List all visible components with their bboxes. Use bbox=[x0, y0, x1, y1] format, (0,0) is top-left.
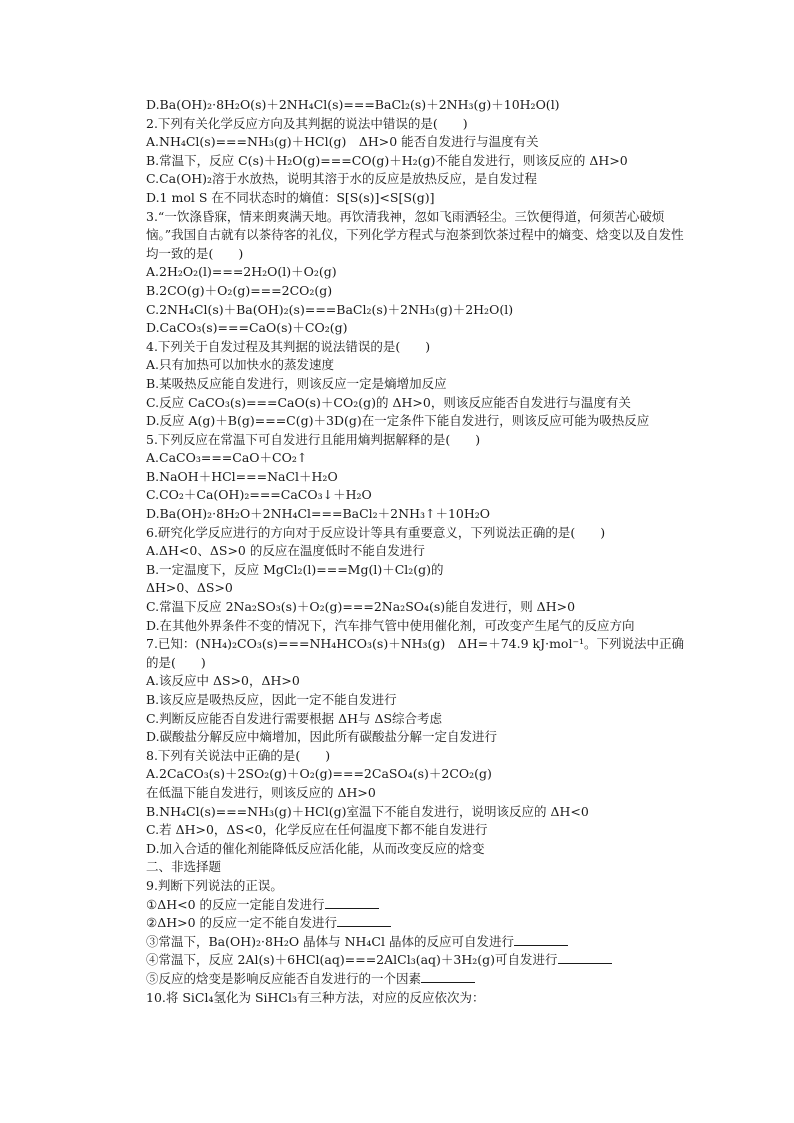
text-line bbox=[118, 858, 690, 877]
text-line bbox=[118, 263, 690, 282]
answer-blank[interactable] bbox=[514, 933, 568, 946]
line-text: 2.下列有关化学反应方向及其判据的说法中错误的是( ) bbox=[146, 115, 468, 131]
line-text: ④常温下，反应 2Al(s)＋6HCl(aq)===2AlCl₃(aq)＋3H₂(g)可自发进行 bbox=[146, 952, 558, 968]
text-line bbox=[118, 282, 690, 301]
line-text: C.反应 CaCO₃(s)===CaO(s)＋CO₂(g)的 ΔH>0，则该反应能否自发进行与温度有关 bbox=[146, 394, 631, 410]
answer-blank[interactable] bbox=[325, 896, 379, 909]
text-line bbox=[118, 579, 690, 598]
answer-blank[interactable] bbox=[558, 951, 612, 964]
line-text: D.Ba(OH)₂·8H₂O＋2NH₄Cl===BaCl₂＋2NH₃↑＋10H₂O bbox=[146, 506, 491, 522]
text-line bbox=[118, 896, 690, 915]
line-text: A.NH₄Cl(s)===NH₃(g)＋HCl(g) ΔH>0 能否自发进行与温度有关 bbox=[146, 134, 539, 150]
text-line bbox=[118, 784, 690, 803]
text-line bbox=[118, 449, 690, 468]
text-line bbox=[118, 598, 690, 617]
text-line bbox=[118, 375, 690, 394]
text-line bbox=[118, 542, 690, 561]
line-text: A.只有加热可以加快水的蒸发速度 bbox=[146, 357, 335, 373]
document-page bbox=[118, 96, 690, 1007]
line-text: D.加入合适的催化剂能降低反应活化能，从而改变反应的焓变 bbox=[146, 840, 485, 856]
text-line bbox=[118, 617, 690, 636]
line-text: B.某吸热反应能自发进行，则该反应一定是熵增加反应 bbox=[146, 375, 447, 391]
text-line bbox=[118, 933, 690, 952]
line-text: C.若 ΔH>0，ΔS<0，化学反应在任何温度下都不能自发进行 bbox=[146, 822, 488, 838]
line-text: 8.下列有关说法中正确的是( ) bbox=[146, 747, 331, 763]
text-line bbox=[118, 208, 690, 264]
line-text: B.2CO(g)＋O₂(g)===2CO₂(g) bbox=[146, 282, 333, 298]
line-text: C.判断反应能否自发进行需要根据 ΔH与 ΔS综合考虑 bbox=[146, 710, 443, 726]
line-text: B.NaOH＋HCl===NaCl＋H₂O bbox=[146, 468, 338, 484]
text-line bbox=[118, 747, 690, 766]
text-line bbox=[118, 152, 690, 171]
text-line bbox=[118, 524, 690, 543]
text-line bbox=[118, 505, 690, 524]
text-line bbox=[118, 710, 690, 729]
line-text: ①ΔH<0 的反应一定能自发进行 bbox=[146, 896, 325, 912]
line-text: B.该反应是吸热反应，因此一定不能自发进行 bbox=[146, 692, 397, 707]
text-line bbox=[118, 877, 690, 896]
line-text: C.Ca(OH)₂溶于水放热，说明其溶于水的反应是放热反应，是自发过程 bbox=[146, 171, 538, 187]
line-text: A.CaCO₃===CaO＋CO₂↑ bbox=[146, 450, 308, 466]
text-line bbox=[118, 356, 690, 375]
line-text: D.碳酸盐分解反应中熵增加，因此所有碳酸盐分解一定自发进行 bbox=[146, 729, 498, 745]
line-text: ②ΔH>0 的反应一定不能自发进行 bbox=[146, 915, 338, 931]
line-text: C.CO₂＋Ca(OH)₂===CaCO₃↓＋H₂O bbox=[146, 487, 372, 503]
text-line bbox=[118, 635, 690, 672]
text-line bbox=[118, 486, 690, 505]
line-text: B.NH₄Cl(s)===NH₃(g)＋HCl(g)室温下不能自发进行，说明该反应的 ΔH<0 bbox=[146, 803, 589, 819]
answer-blank[interactable] bbox=[337, 914, 391, 927]
text-line bbox=[118, 468, 690, 487]
text-line bbox=[118, 301, 690, 320]
line-text: 二、非选择题 bbox=[146, 859, 222, 875]
line-text: C.2NH₄Cl(s)＋Ba(OH)₂(s)===BaCl₂(s)＋2NH₃(g)＋2H₂O(l) bbox=[146, 301, 514, 317]
text-line bbox=[118, 840, 690, 859]
text-line bbox=[118, 951, 690, 970]
text-line bbox=[118, 115, 690, 134]
line-text: B.一定温度下，反应 MgCl₂(l)===Mg(l)＋Cl₂(g)的 bbox=[146, 561, 444, 577]
text-line bbox=[118, 728, 690, 747]
text-line bbox=[118, 914, 690, 933]
text-line bbox=[118, 338, 690, 357]
line-text: A.2CaCO₃(s)＋2SO₂(g)＋O₂(g)===2CaSO₄(s)＋2CO₂(g) bbox=[146, 766, 492, 782]
text-line bbox=[118, 412, 690, 431]
line-text: 7.已知：(NH₄)₂CO₃(s)===NH₄HCO₃(s)＋NH₃(g) ΔH=＋74.9 kJ·mol⁻¹。下列说法中正确的是( ) bbox=[146, 636, 685, 670]
text-line bbox=[118, 803, 690, 822]
line-text: D.在其他外界条件不变的情况下，汽车排气管中使用催化剂，可改变产生尾气的反应方向 bbox=[146, 617, 635, 633]
line-text: ΔH>0、ΔS>0 bbox=[146, 580, 233, 596]
line-text: 9.判断下列说法的正误。 bbox=[146, 877, 283, 893]
line-text: 6.研究化学反应进行的方向对于反应设计等具有重要意义，下列说法正确的是( ) bbox=[146, 524, 606, 540]
text-line bbox=[118, 189, 690, 208]
line-text: 在低温下能自发进行，则该反应的 ΔH>0 bbox=[146, 784, 376, 800]
text-line bbox=[118, 989, 690, 1008]
line-text: B.常温下，反应 C(s)＋H₂O(g)===CO(g)＋H₂(g)不能自发进行，则该反应的 ΔH>0 bbox=[146, 152, 628, 168]
text-line bbox=[118, 96, 690, 115]
line-text: 10.将 SiCl₄氢化为 SiHCl₃有三种方法，对应的反应依次为： bbox=[146, 989, 485, 1005]
text-line bbox=[118, 170, 690, 189]
line-text: ⑤反应的焓变是影响反应能否自发进行的一个因素 bbox=[146, 970, 422, 986]
text-line bbox=[118, 319, 690, 338]
text-line bbox=[118, 765, 690, 784]
line-text: 3.“一饮涤昏寐，情来朗爽满天地。再饮清我神，忽如飞雨洒轻尘。三饮便得道，何须苦心破烦恼。”我国自古就有以茶待客的礼仪，下列化学方程式与泡茶到饮茶过程中的熵变、焓变以及自发性均一致的是( ) bbox=[146, 208, 684, 261]
text-line bbox=[118, 431, 690, 450]
line-text: D.反应 A(g)＋B(g)===C(g)＋3D(g)在一定条件下能自发进行，则该反应可能为吸热反应 bbox=[146, 413, 650, 429]
line-text: 4.下列关于自发过程及其判据的说法错误的是( ) bbox=[146, 338, 431, 354]
line-text: D.Ba(OH)₂·8H₂O(s)＋2NH₄Cl(s)===BaCl₂(s)＋2NH₃(g)＋10H₂O(l) bbox=[146, 97, 560, 112]
text-line bbox=[118, 133, 690, 152]
text-line bbox=[118, 561, 690, 580]
answer-blank[interactable] bbox=[421, 970, 475, 983]
line-text: A.2H₂O₂(l)===2H₂O(l)＋O₂(g) bbox=[146, 264, 337, 280]
text-line bbox=[118, 970, 690, 989]
line-text: ③常温下，Ba(OH)₂·8H₂O 晶体与 NH₄Cl 晶体的反应可自发进行 bbox=[146, 933, 514, 949]
line-text: D.CaCO₃(s)===CaO(s)＋CO₂(g) bbox=[146, 320, 348, 336]
text-line bbox=[118, 672, 690, 691]
line-text: C.常温下反应 2Na₂SO₃(s)＋O₂(g)===2Na₂SO₄(s)能自发进行，则 ΔH>0 bbox=[146, 599, 576, 615]
text-line bbox=[118, 821, 690, 840]
line-text: 5.下列反应在常温下可自发进行且能用熵判据解释的是( ) bbox=[146, 431, 481, 447]
text-line bbox=[118, 691, 690, 710]
line-text: D.1 mol S 在不同状态时的熵值：S[S(s)]<S[S(g)] bbox=[146, 189, 435, 205]
line-text: A.该反应中 ΔS>0，ΔH>0 bbox=[146, 673, 300, 689]
text-line bbox=[118, 394, 690, 413]
line-text: A.ΔH<0、ΔS>0 的反应在温度低时不能自发进行 bbox=[146, 543, 425, 559]
